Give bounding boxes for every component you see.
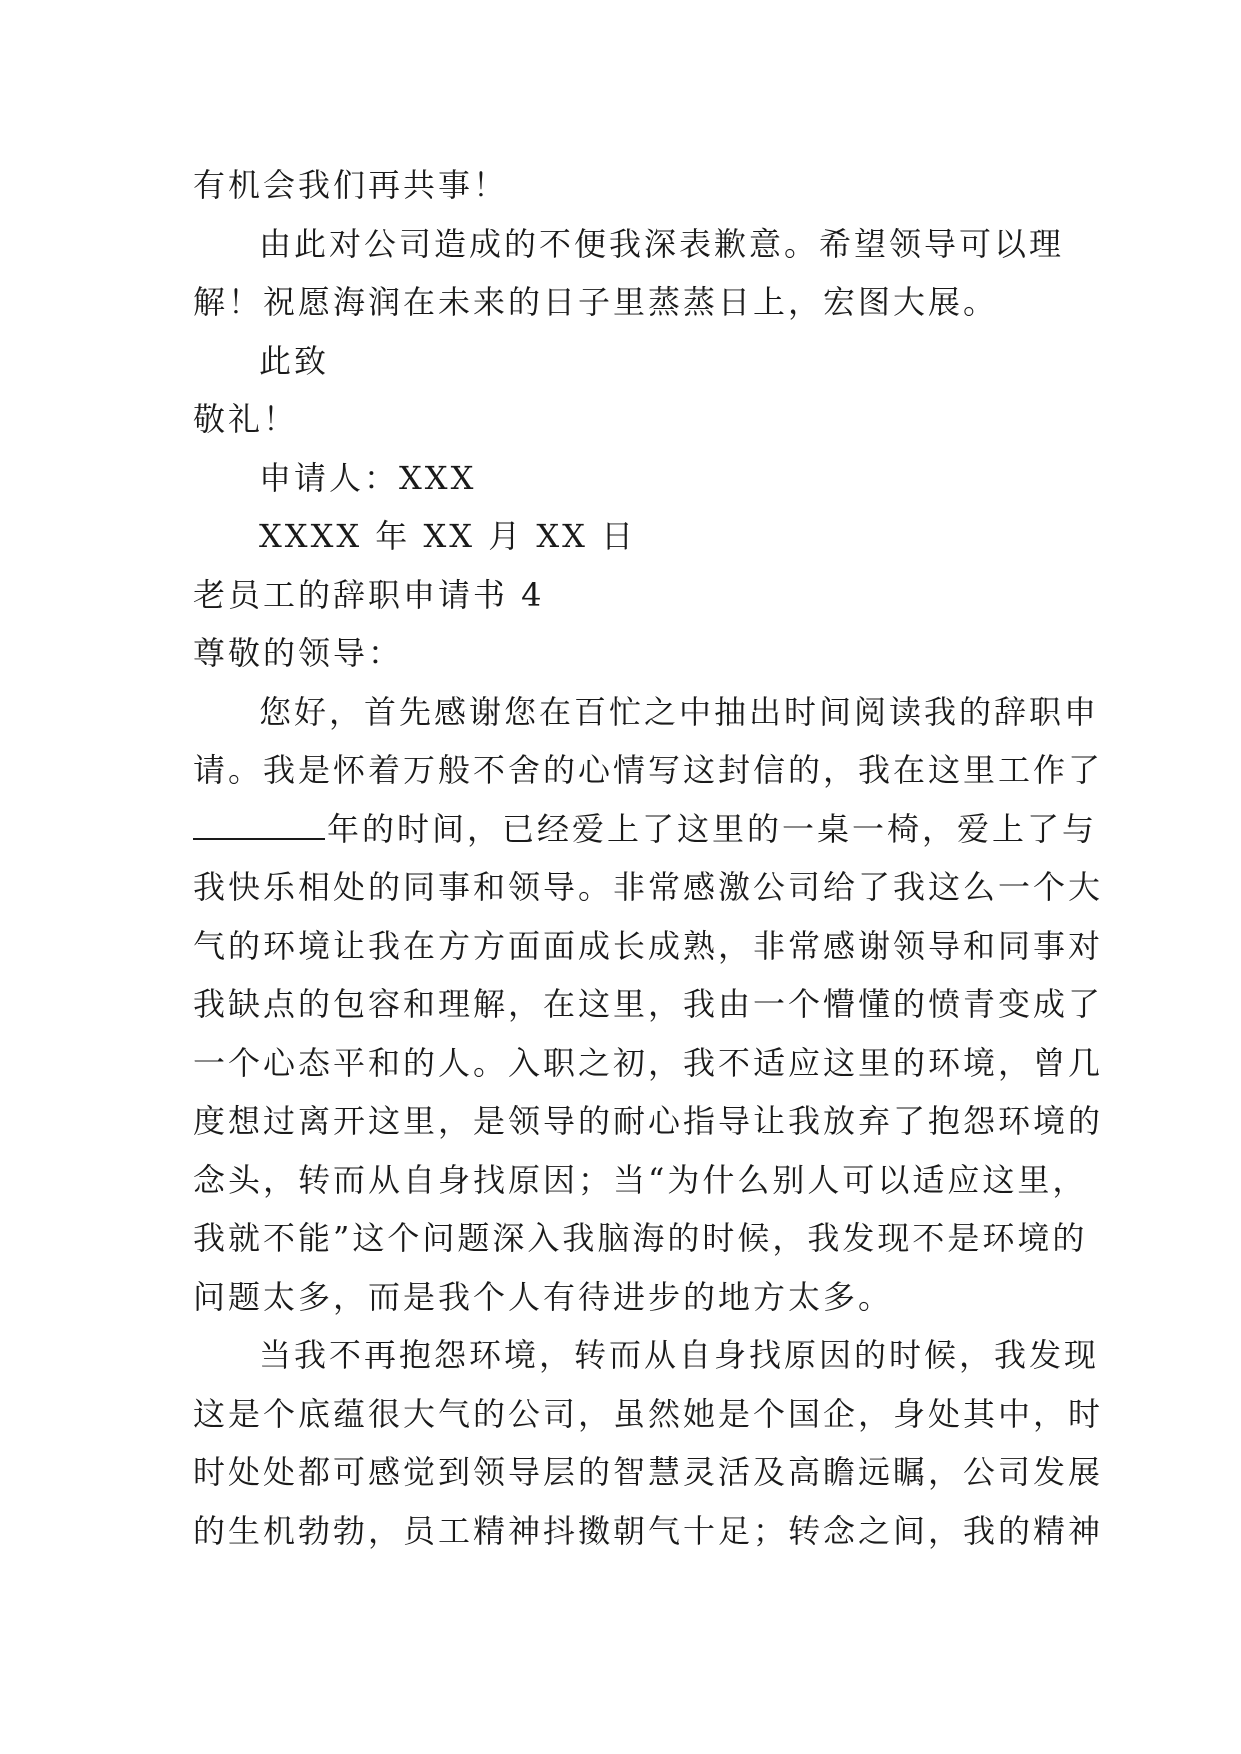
text-line: 这是个底蕴很大气的公司，虽然她是个国企，身处其中，时 [193,1394,1104,1433]
text-line: 度想过离开这里，是领导的耐心指导让我放弃了抱怨环境的 [193,1102,1104,1140]
section-title: 老员工的辞职申请书 4 [193,575,545,614]
greeting: 尊敬的领导： [193,634,404,672]
text-line: 解！祝愿海润在未来的日子里蒸蒸日上，宏图大展。 [193,283,999,321]
text-line-content: 年的时间，已经爱上了这里的一桌一椅，爱上了与 [327,809,1098,848]
text-line: 您好，首先感谢您在百忙之中抽出时间阅读我的辞职申 [259,692,1100,731]
applicant-signature: 申请人：XXX [259,458,477,497]
text-line: 我快乐相处的同事和领导。非常感激公司给了我这么一个大 [193,868,1104,906]
text-line: 问题太多，而是我个人有待进步的地方太多。 [193,1277,894,1316]
letter-body [193,156,1104,1560]
text-line: 的生机勃勃，员工精神抖擞朝气十足；转念之间，我的精神 [193,1511,1104,1550]
text-line: 请。我是怀着万般不舍的心情写这封信的，我在这里工作了 [193,751,1104,789]
text-line: 时处处都可感觉到领导层的智慧灵活及高瞻远瞩，公司发展 [193,1453,1104,1491]
text-line: 一个心态平和的人。入职之初，我不适应这里的环境，曾几 [193,1043,1104,1082]
text-line: 念头，转而从自身找原因；当“为什么别人可以适应这里， [193,1160,1088,1199]
text-line: 我就不能”这个问题深入我脑海的时候，我发现不是环境的 [193,1219,1088,1257]
text-line: 有机会我们再共事！ [193,166,509,204]
closing-respect: 敬礼！ [193,400,299,438]
text-line-with-blank [193,800,1098,859]
text-line: 由此对公司造成的不便我深表歉意。希望领导可以理 [259,224,1065,263]
signature-date: XXXX 年 XX 月 XX 日 [259,517,637,555]
text-line: 当我不再抱怨环境，转而从自身找原因的时候，我发现 [259,1336,1100,1374]
closing-salutation: 此致 [259,341,330,380]
fill-in-blank [193,802,325,840]
text-line: 我缺点的包容和理解，在这里，我由一个懵懂的愤青变成了 [193,985,1104,1023]
text-line: 气的环境让我在方方面面成长成熟，非常感谢领导和同事对 [193,926,1104,965]
